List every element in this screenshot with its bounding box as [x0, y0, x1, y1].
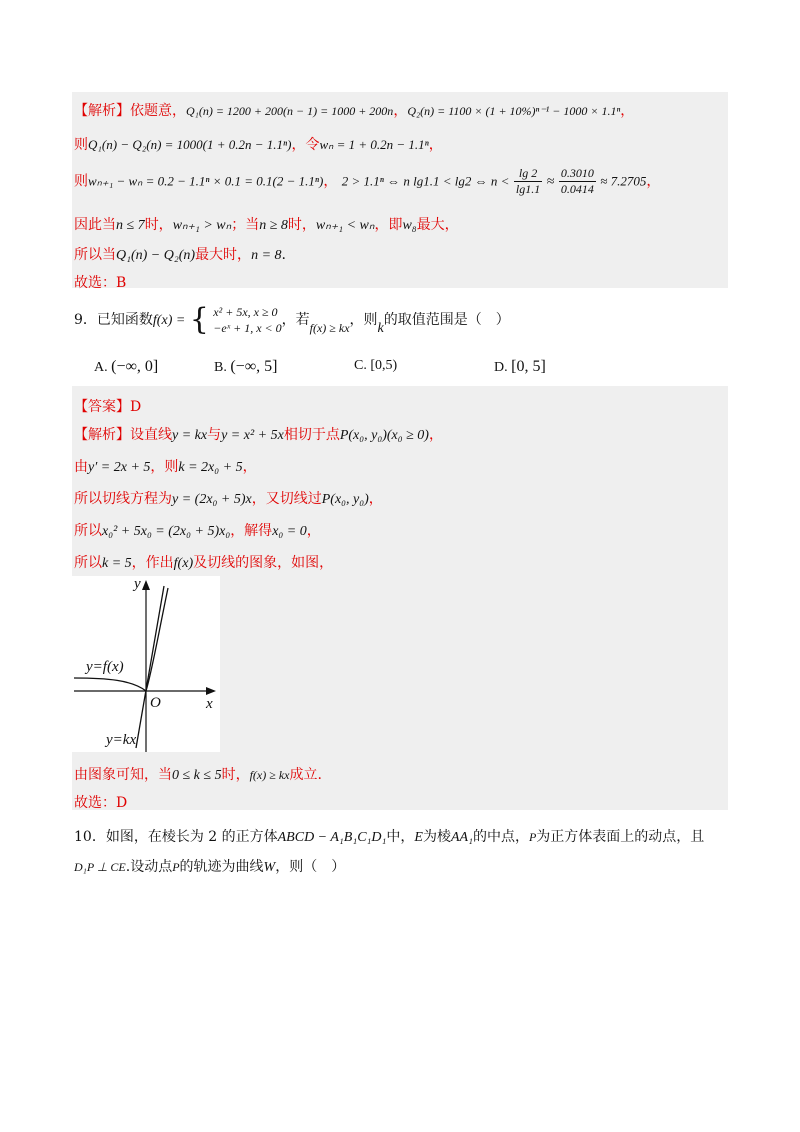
curve-left-branch [74, 678, 146, 691]
sol8-line3: 则wₙ₊₁ − wₙ = 0.2 − 1.1ⁿ × 0.1 = 0.1(2 − 1.1ⁿ)， 2 > 1.1ⁿ ⇔ n lg1.1 < lg2 ⇔ n < $\frac{\lg 2}{\lg 1.1}$ ≈ $\frac{0.3010}{0.0414}$ ≈ 7.2705， [74, 166, 661, 196]
tangent-line [136, 586, 164, 748]
line-label: y=kx [106, 732, 137, 748]
ans9-choice: 故选：D [74, 795, 128, 811]
ans9-line6: 由图象可知，当0 ≤ k ≤ 5时，f(x) ≥ kx成立. [74, 767, 322, 783]
ans9-line2: 由y′ = 2x + 5，则k = 2x₀ + 5， [74, 459, 257, 475]
question-9: 9．已知函数f(x) = { x² + 5x, x ≥ 0 −eˣ + 1, x < 0 ，若f(x) ≥ kx，则k的取值范围是（ ） [74, 302, 510, 337]
option-b[interactable]: B. (−∞, 5] [214, 358, 278, 375]
origin-label: O [150, 695, 161, 711]
ans9-line1: 【解析】设直线y = kx与y = x² + 5x相切于点P(x₀, y₀)(x₀ ≥ 0)， [74, 427, 443, 443]
option-c[interactable]: C. [0,5) [354, 358, 398, 373]
sol8-line4: 因此当n ≤ 7时，wₙ₊₁ > wₙ；当n ≥ 8时，wₙ₊₁ < wₙ，即w₈最大， [74, 217, 459, 233]
function-graph [72, 576, 220, 752]
y-axis-label: y [134, 576, 141, 592]
piecewise-brace: { [189, 302, 209, 337]
y-axis-arrow [142, 580, 150, 590]
sol8-line5: 所以当Q₁(n) − Q₂(n)最大时，n = 8. [74, 247, 286, 263]
curve-right-branch [146, 588, 168, 691]
question-10-line1: 10．如图，在棱长为 2 的正方体ABCD − A₁B₁C₁D₁中，E为棱AA₁的中点，P为正方体表面上的动点，且 [74, 829, 705, 845]
fraction-decimal: $\frac{0.3010}{0.0414}$ [560, 166, 594, 196]
sol8-line2: 则Q₁(n) − Q₂(n) = 1000(1 + 0.2n − 1.1ⁿ)，令wₙ = 1 + 0.2n − 1.1ⁿ， [74, 137, 443, 153]
question-10-line2: D₁P ⊥ CE.设动点P的轨迹为曲线W，则（ ） [74, 859, 346, 875]
option-d[interactable]: D. [0, 5] [494, 358, 546, 375]
sol8-choice: 故选：B [74, 275, 127, 291]
answer-label: 【答案】D [74, 399, 142, 415]
x-axis-label: x [206, 696, 213, 712]
graph-svg [72, 576, 220, 752]
sol8-line1: 【解析】依题意，Q₁(n) = 1200 + 200(n − 1) = 1000 + 200n，Q₂(n) = 1100 × (1 + 10%)ⁿ⁻¹ − 1000 × 1.1ⁿ， [74, 103, 635, 119]
ans9-line3: 所以切线方程为y = (2x₀ + 5)x，又切线过P(x₀, y₀)， [74, 491, 383, 507]
curve-label: y=f(x) [86, 659, 124, 675]
piecewise-cases: x² + 5x, x ≥ 0 −eˣ + 1, x < 0 [213, 305, 282, 335]
solution-label: 【解析】 [74, 103, 130, 119]
ans9-line5: 所以k = 5，作出f(x)及切线的图象，如图， [74, 555, 334, 571]
fraction-lg: $\frac{\lg 2}{\lg 1.1}$ [515, 166, 541, 196]
x-axis-arrow [206, 687, 216, 695]
ans9-line4: 所以x₀² + 5x₀ = (2x₀ + 5)x₀，解得x₀ = 0， [74, 523, 321, 539]
option-a[interactable]: A. (−∞, 0] [94, 358, 159, 375]
solution-label: 【解析】 [74, 427, 130, 443]
